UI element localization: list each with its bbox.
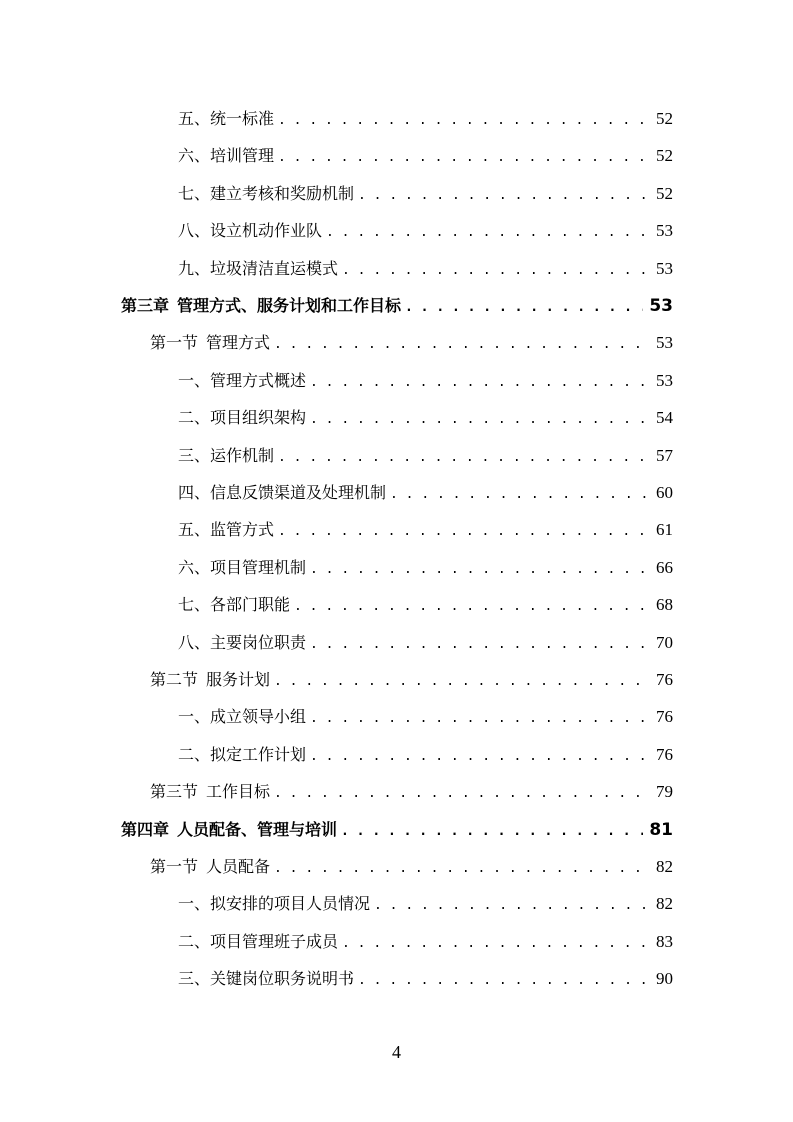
toc-entry[interactable] — [178, 218, 673, 244]
dot-leader — [374, 893, 650, 919]
toc-entry[interactable] — [178, 630, 673, 656]
dot-leader — [310, 632, 650, 658]
toc-entry-page: 76 — [656, 670, 673, 689]
toc-entry-text: 运作机制 — [210, 445, 275, 465]
toc-entry-text: 垃圾清洁直运模式 — [210, 258, 339, 278]
toc-entry-number: 六、 — [178, 557, 211, 577]
toc-entry-number: 二、 — [178, 408, 211, 428]
toc-entry-number: 第一节 — [150, 857, 199, 876]
toc-entry-title — [178, 181, 354, 207]
toc-entry-number: 八、 — [178, 632, 211, 652]
toc-entry-title — [150, 330, 270, 356]
toc-entry-title — [178, 592, 290, 618]
toc-entry-number: 一、 — [178, 370, 211, 390]
toc-entry-title — [121, 817, 337, 843]
toc-entry-page: 53 — [656, 333, 673, 353]
toc-entry-text: 管理方式概述 — [210, 370, 307, 390]
toc-entry-title — [178, 143, 274, 169]
toc-entry-text: 拟安排的项目人员情况 — [210, 894, 371, 914]
toc-entry[interactable] — [178, 966, 673, 992]
toc-entry-title — [150, 779, 270, 805]
toc-entry-title — [178, 480, 386, 506]
toc-entry[interactable] — [178, 368, 673, 394]
toc-entry-title — [178, 630, 306, 656]
toc-entry-text: 人员配备 — [206, 857, 271, 876]
toc-entry-title — [178, 443, 274, 469]
dot-leader — [358, 968, 650, 994]
toc-entry-page: 83 — [656, 931, 673, 951]
toc-entry-title — [178, 256, 338, 282]
toc-entry-page: 53 — [656, 221, 673, 241]
toc-entry-number: 第二节 — [150, 670, 199, 689]
toc-entry-text: 管理方式 — [206, 333, 271, 353]
toc-entry[interactable] — [178, 891, 673, 917]
toc-entry[interactable] — [178, 480, 673, 506]
toc-entry-text: 工作目标 — [206, 782, 271, 802]
toc-entry-text: 服务计划 — [206, 670, 271, 689]
dot-leader — [310, 706, 650, 732]
toc-entry[interactable] — [121, 817, 673, 843]
dot-leader — [278, 519, 650, 545]
dot-leader — [274, 781, 650, 807]
dot-leader — [310, 744, 650, 770]
toc-entry-number: 五、 — [178, 109, 211, 128]
toc-entry-number: 第三章 — [121, 296, 170, 315]
toc-entry-number: 一、 — [178, 707, 211, 727]
toc-entry-page: 76 — [656, 744, 673, 764]
dot-leader — [310, 370, 650, 396]
dot-leader — [274, 669, 650, 695]
toc-entry[interactable] — [150, 667, 673, 693]
toc-entry-number: 二、 — [178, 744, 211, 764]
toc-entry-text: 关键岗位职务说明书 — [210, 969, 355, 989]
toc-entry[interactable] — [178, 405, 673, 431]
toc-entry[interactable] — [178, 143, 673, 169]
toc-entry-page: 82 — [656, 857, 673, 876]
toc-entry[interactable] — [178, 181, 673, 207]
toc-entry-title — [178, 555, 306, 581]
toc-entry[interactable] — [178, 555, 673, 581]
toc-entry-text: 统一标准 — [210, 109, 275, 128]
toc-entry-number: 四、 — [178, 483, 211, 502]
toc-entry-page: 90 — [656, 969, 673, 989]
dot-leader — [341, 819, 643, 845]
toc-entry-title — [178, 704, 306, 730]
dot-leader — [310, 557, 650, 583]
toc-entry-number: 第一节 — [150, 333, 199, 353]
toc-entry-page: 76 — [656, 707, 673, 727]
toc-entry-page: 81 — [649, 819, 673, 840]
toc-entry-page: 52 — [656, 146, 673, 166]
toc-entry-text: 人员配备、管理与培训 — [177, 819, 338, 839]
toc-entry[interactable] — [150, 854, 673, 880]
toc-entry[interactable] — [178, 517, 673, 543]
toc-entry-title — [150, 854, 270, 880]
toc-entry-text: 成立领导小组 — [210, 707, 307, 727]
toc-entry[interactable] — [178, 592, 673, 618]
toc-entry-page: 61 — [656, 520, 673, 540]
toc-entry-text: 主要岗位职责 — [210, 632, 307, 652]
dot-leader — [274, 332, 650, 358]
toc-entry-number: 二、 — [178, 931, 211, 951]
toc-entry[interactable] — [178, 704, 673, 730]
toc-entry-page: 53 — [649, 296, 673, 316]
dot-leader — [278, 108, 650, 134]
toc-entry-title — [178, 929, 338, 955]
toc-entry-text: 培训管理 — [210, 146, 275, 166]
toc-entry-number: 六、 — [178, 146, 211, 166]
toc-entry-number: 五、 — [178, 520, 211, 540]
toc-entry-page: 57 — [656, 445, 673, 465]
toc-entry-number: 一、 — [178, 894, 211, 914]
toc-entry[interactable] — [150, 779, 673, 805]
toc-entry-title — [178, 218, 322, 244]
toc-entry-number: 第三节 — [150, 782, 199, 802]
toc-entry-title — [150, 667, 270, 693]
toc-entry-page: 70 — [656, 632, 673, 652]
toc-entry-text: 设立机动作业队 — [210, 221, 323, 241]
toc-entry-page: 60 — [656, 483, 673, 502]
dot-leader — [310, 407, 650, 433]
toc-entry-title — [178, 891, 370, 917]
toc-entry-title — [178, 405, 306, 431]
dot-leader — [326, 220, 650, 246]
toc-entry-text: 拟定工作计划 — [210, 744, 307, 764]
toc-entry-number: 九、 — [178, 258, 211, 278]
toc-entry-text: 各部门职能 — [210, 595, 291, 615]
toc-entry-text: 建立考核和奖励机制 — [210, 183, 355, 203]
toc-entry-number: 第四章 — [121, 819, 170, 839]
toc-entry-title — [178, 517, 274, 543]
dot-leader — [294, 594, 650, 620]
toc-entry-text: 监管方式 — [210, 520, 275, 540]
dot-leader — [342, 258, 650, 284]
toc-entry-text: 项目组织架构 — [210, 408, 307, 428]
toc-entry-title — [121, 293, 401, 319]
dot-leader — [278, 445, 650, 471]
toc-entry-title — [178, 966, 354, 992]
toc-entry-page: 52 — [656, 109, 673, 128]
toc-entry-page: 54 — [656, 408, 673, 428]
dot-leader — [274, 856, 650, 882]
dot-leader — [278, 145, 650, 171]
dot-leader — [342, 931, 650, 957]
toc-entry[interactable] — [178, 742, 673, 768]
toc-entry-number: 八、 — [178, 221, 211, 241]
toc-entry-text: 项目管理机制 — [210, 557, 307, 577]
toc-entry-page: 79 — [656, 782, 673, 802]
toc-entry-page: 53 — [656, 370, 673, 390]
toc-entry-number: 七、 — [178, 595, 211, 615]
toc-entry[interactable] — [150, 330, 673, 356]
toc-entry-title — [178, 742, 306, 768]
toc-entry[interactable] — [178, 106, 673, 132]
toc-entry-page: 68 — [656, 595, 673, 615]
toc-entry[interactable] — [178, 443, 673, 469]
toc-entry[interactable] — [121, 293, 673, 319]
toc-entry[interactable] — [178, 929, 673, 955]
toc-entry-page: 82 — [656, 894, 673, 914]
toc-entry-text: 管理方式、服务计划和工作目标 — [177, 296, 402, 315]
page-number: 4 — [392, 1042, 401, 1062]
toc-entry-page: 52 — [656, 183, 673, 203]
dot-leader — [405, 295, 643, 321]
toc-entry[interactable] — [178, 256, 673, 282]
toc-entry-text: 项目管理班子成员 — [210, 931, 339, 951]
toc-entry-number: 七、 — [178, 183, 211, 203]
toc-entry-page: 53 — [656, 258, 673, 278]
toc-entry-page: 66 — [656, 557, 673, 577]
dot-leader — [390, 482, 650, 508]
toc-entry-text: 信息反馈渠道及处理机制 — [210, 483, 387, 502]
toc-entry-number: 三、 — [178, 969, 211, 989]
toc-entry-number: 三、 — [178, 445, 211, 465]
toc-entry-title — [178, 106, 274, 132]
toc-entry-title — [178, 368, 306, 394]
dot-leader — [358, 183, 650, 209]
